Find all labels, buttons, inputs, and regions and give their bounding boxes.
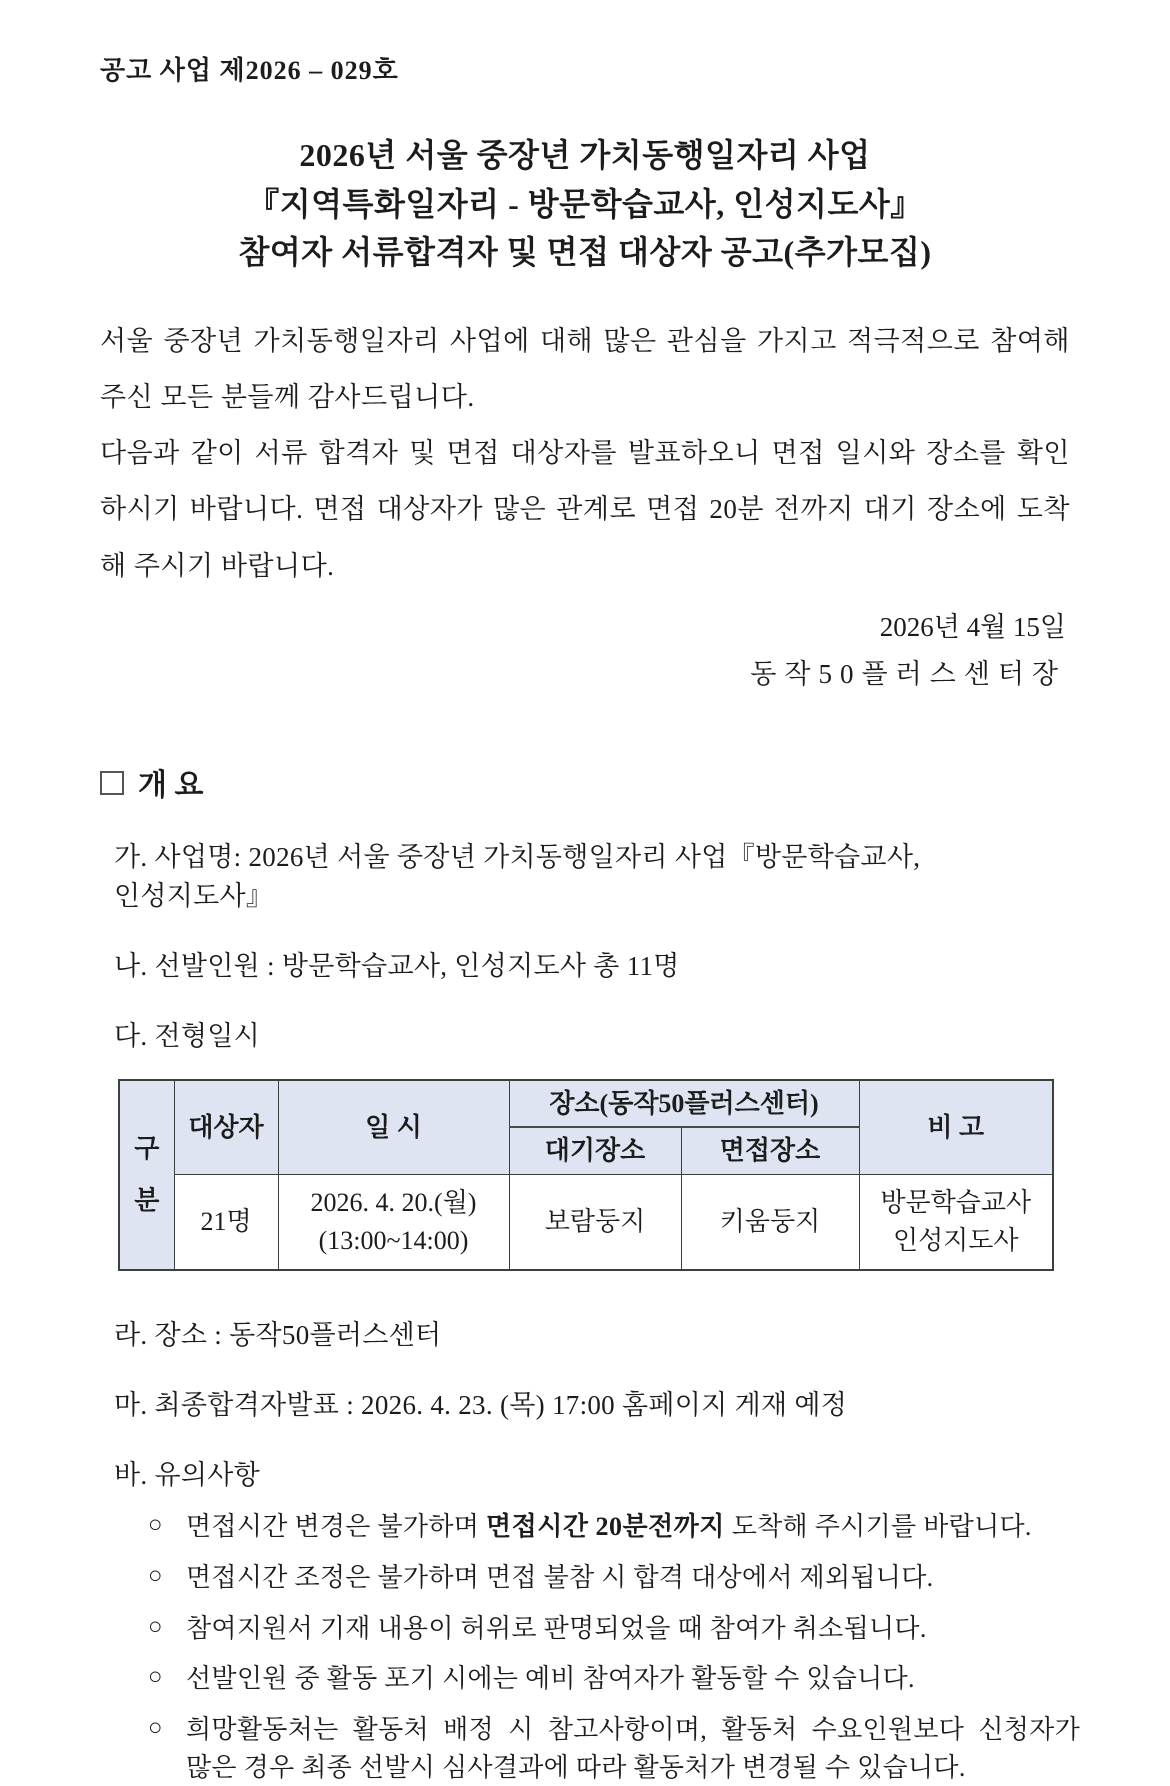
intro-text xyxy=(100,313,1070,594)
note-item-1 xyxy=(148,1508,1080,1546)
intro-paragraph-1: 서울 중장년 가치동행일자리 사업에 대해 많은 관심을 가지고 적극적으로 참여해 주신 모든 분들께 감사드립니다. xyxy=(100,325,1070,413)
table-cell-datetime xyxy=(278,1174,509,1270)
table-cell-target: 21명 xyxy=(174,1174,278,1270)
table-cell-interview-place: 키움둥지 xyxy=(681,1174,859,1270)
notes-list xyxy=(148,1508,1080,1786)
section-heading-label: 개 요 xyxy=(138,769,204,803)
overview-item-ba: 바. 유의사항 xyxy=(114,1460,261,1491)
section-heading-overview xyxy=(100,760,1070,804)
signer-title: 동작50플러스센터장 xyxy=(750,658,1066,689)
title-line-1: 2026년 서울 중장년 가치동행일자리 사업 xyxy=(299,137,871,173)
note-item-4 xyxy=(148,1660,1080,1698)
circle-bullet-icon: ○ xyxy=(148,1512,163,1539)
overview-items-after-table xyxy=(100,1313,1070,1492)
doc-number: 공고 사업 제2026 – 029호 xyxy=(100,56,399,85)
note-item-5 xyxy=(148,1711,1080,1786)
note-item-2 xyxy=(148,1559,1080,1597)
datetime-line-2: (13:00~14:00) xyxy=(318,1225,469,1255)
overview-item-ra: 라. 장소 : 동작50플러스센터 xyxy=(114,1320,442,1351)
table-header-waiting-place: 대기장소 xyxy=(509,1127,681,1174)
interview-schedule-table xyxy=(118,1079,1054,1271)
intro-paragraph-2: 다음과 같이 서류 합격자 및 면접 대상자를 발표하오니 면접 일시와 장소를 확인 하시기 바랍니다. 면접 대상자가 많은 관계로 면접 20분 전까지 대기 장소에 도착 해 주시기 바랍니다. xyxy=(100,438,1070,581)
overview-item-da: 다. 전형일시 xyxy=(114,1021,261,1052)
table-header-category xyxy=(119,1080,174,1270)
overview-item-ma: 마. 최종합격자발표 : 2026. 4. 23. (목) 17:00 홈페이지 게재 예정 xyxy=(114,1390,848,1421)
circle-bullet-icon: ○ xyxy=(148,1562,163,1589)
date-signature-block xyxy=(100,604,1070,699)
table-header-datetime: 일 시 xyxy=(278,1080,509,1174)
table-cell-remark xyxy=(859,1174,1053,1270)
square-bullet-icon xyxy=(100,771,124,795)
circle-bullet-icon: ○ xyxy=(148,1613,163,1640)
note-text: 선발인원 중 활동 포기 시에는 예비 참여자가 활동할 수 있습니다. xyxy=(186,1664,915,1694)
title-line-3: 참여자 서류합격자 및 면접 대상자 공고(추가모집) xyxy=(238,234,932,271)
overview-item-na: 나. 선발인원 : 방문학습교사, 인성지도사 총 11명 xyxy=(114,951,680,982)
table-header-remark: 비 고 xyxy=(859,1080,1053,1174)
category-char-1: 구 xyxy=(134,1134,160,1164)
circle-bullet-icon: ○ xyxy=(148,1664,163,1691)
note-item-3 xyxy=(148,1610,1080,1648)
note-text: 참여지원서 기재 내용이 허위로 판명되었을 때 참여가 취소됩니다. xyxy=(186,1613,927,1643)
note-text: 희망활동처는 활동처 배정 시 참고사항이며, 활동처 수요인원보다 신청자가 많은 경우 최종 선발시 심사결과에 따라 활동처가 변경될 수 있습니다. xyxy=(186,1714,1080,1782)
remark-line-1: 방문학습교사 xyxy=(880,1188,1032,1218)
table-header-place-group: 장소(동작50플러스센터) xyxy=(509,1080,859,1127)
circle-bullet-icon: ○ xyxy=(148,1714,163,1741)
title-line-2: 『지역특화일자리 - 방문학습교사, 인성지도사』 xyxy=(247,185,923,222)
table-header-target: 대상자 xyxy=(174,1080,278,1174)
table-header-interview-place: 면접장소 xyxy=(681,1127,859,1174)
announcement-date: 2026년 4월 15일 xyxy=(879,611,1066,642)
note-text: 면접시간 변경은 불가하며 면접시간 20분전까지 도착해 주시기를 바랍니다. xyxy=(186,1512,1032,1542)
overview-item-ga: 가. 사업명: 2026년 서울 중장년 가치동행일자리 사업『방문학습교사, 인성지도사』 xyxy=(114,842,921,912)
table-cell-waiting-place: 보람둥지 xyxy=(509,1174,681,1270)
category-char-2: 분 xyxy=(134,1186,160,1216)
datetime-line-1: 2026. 4. 20.(월) xyxy=(310,1188,477,1218)
note-text: 면접시간 조정은 불가하며 면접 불참 시 합격 대상에서 제외됩니다. xyxy=(186,1562,934,1592)
remark-line-2: 인성지도사 xyxy=(892,1225,1019,1255)
document-title xyxy=(100,131,1070,277)
